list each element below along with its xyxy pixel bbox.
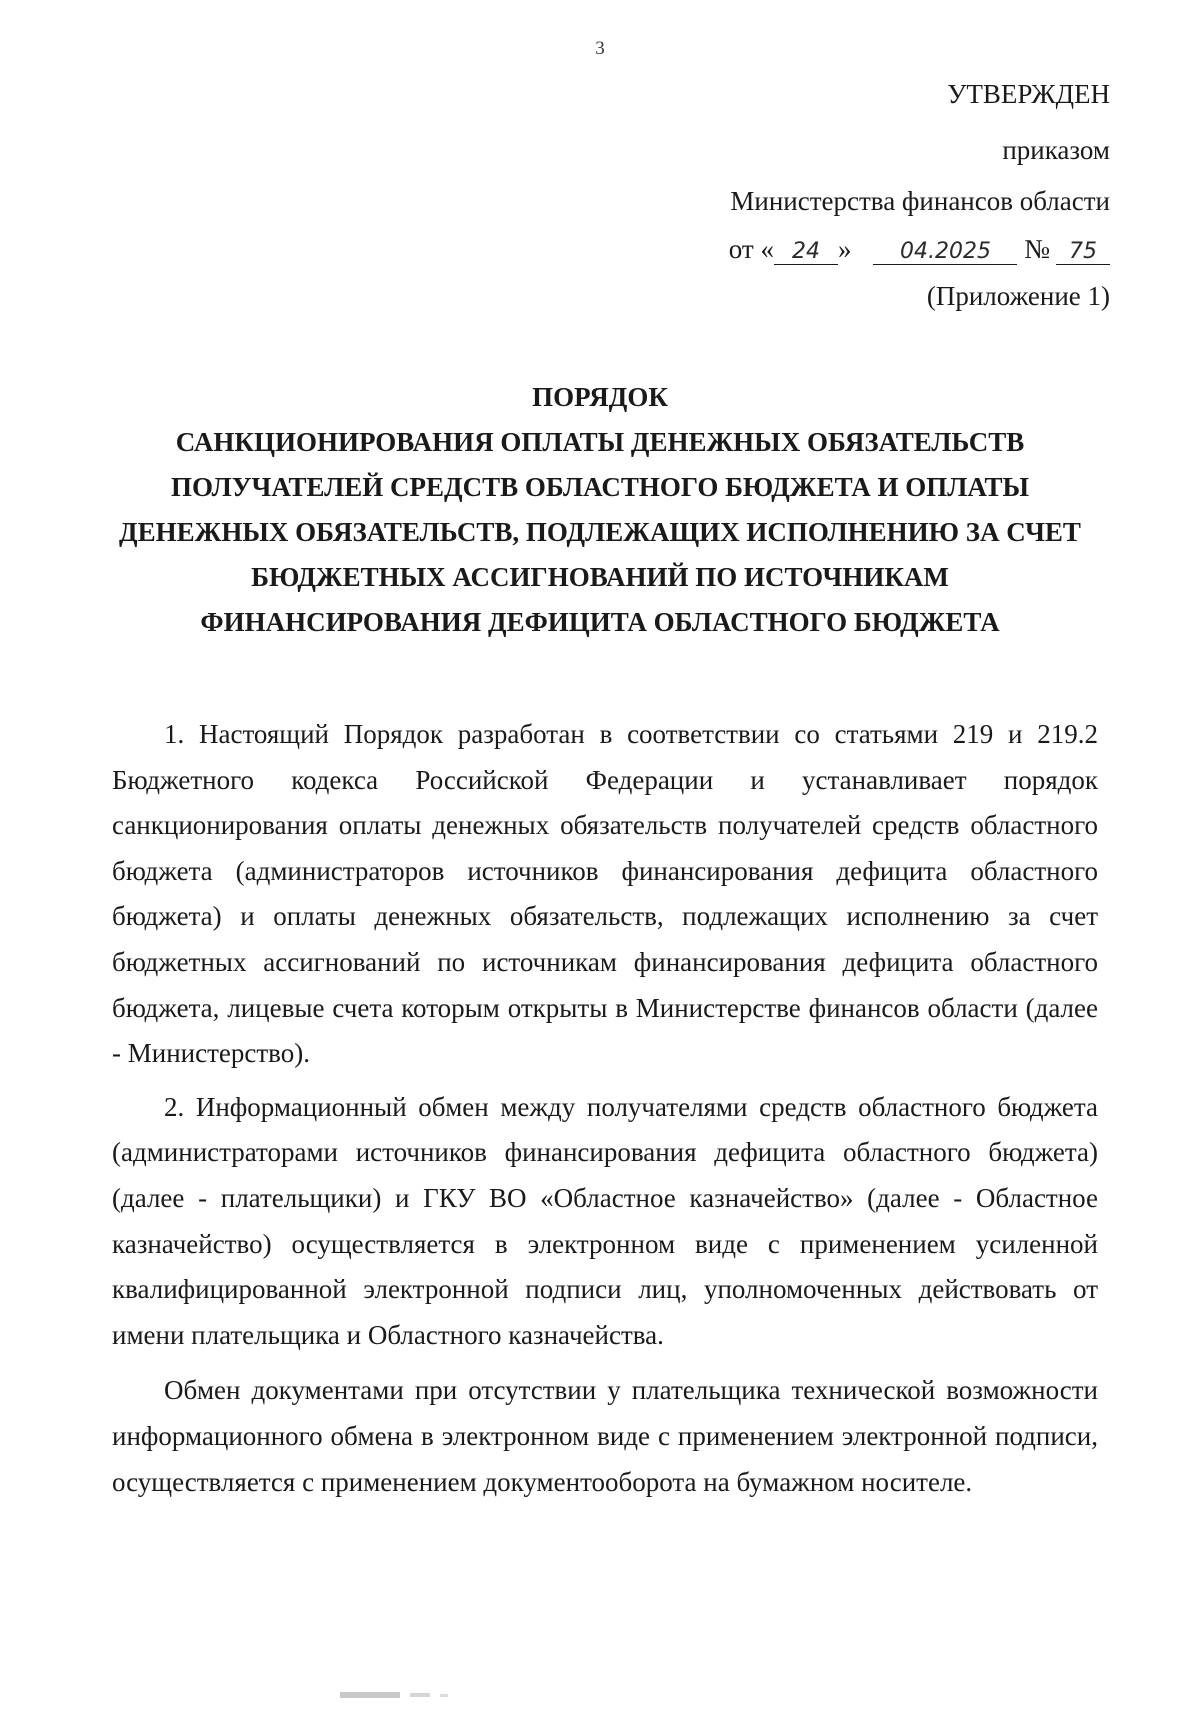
document-body <box>112 712 1098 1505</box>
approval-block <box>490 78 1110 312</box>
ministry-label: Министерства финансов области <box>730 185 1110 216</box>
order-date-line <box>490 233 1110 265</box>
by-order-label: приказом <box>1002 135 1110 166</box>
approved-label: УТВЕРЖДЕН <box>947 79 1110 109</box>
title-line: БЮДЖЕТНЫХ АССИГНОВАНИЙ ПО ИСТОЧНИКАМ <box>251 562 949 592</box>
paragraph-2: 2. Информационный обмен между получателями средств областного бюджета (администраторами источников финансирования дефицита областного бюджета) (далее - плательщики) и ГКУ ВО «Областное казначейство» (далее - Областное казначейство) осуществляется в электронном виде с применением усиленной квалифицированной электронной подписи лиц, уполномоченных действовать от имени плательщика и Областного казначейства. <box>112 1091 1098 1350</box>
scan-artifact <box>340 1690 560 1700</box>
appendix-label: (Приложение 1) <box>926 280 1110 311</box>
title-line: САНКЦИОНИРОВАНИЯ ОПЛАТЫ ДЕНЕЖНЫХ ОБЯЗАТЕЛЬСТВ <box>175 427 1025 457</box>
title-line: ПОЛУЧАТЕЛЕЙ СРЕДСТВ ОБЛАСТНОГО БЮДЖЕТА И ОПЛАТЫ <box>170 472 1030 502</box>
title-line: ФИНАНСИРОВАНИЯ ДЕФИЦИТА ОБЛАСТНОГО БЮДЖЕТА <box>200 607 1000 637</box>
date-mid: » <box>837 234 852 265</box>
paragraph-1: 1. Настоящий Порядок разработан в соответствии со статьями 219 и 219.2 Бюджетного кодекса Российской Федерации и устанавливает порядок санкционирования оплаты денежных обязательств получателей средств областного бюджета (администраторов источников финансирования дефицита областного бюджета) и оплаты денежных обязательств, подлежащих исполнению за счет бюджетных ассигнований по источникам финансирования дефицита областного бюджета, лицевые счета которым открыты в Министерстве финансов области (далее - Министерство). <box>112 719 1098 1069</box>
number-label: № <box>1024 234 1050 265</box>
handwritten-day: 24 <box>774 240 838 265</box>
handwritten-order-number: 75 <box>1056 240 1110 265</box>
document-title <box>100 375 1100 645</box>
title-line: ПОРЯДОК <box>532 382 668 412</box>
date-prefix: от « <box>728 234 774 265</box>
handwritten-month-year: 04.2025 <box>873 240 1017 265</box>
paragraph-3: Обмен документами при отсутствии у плательщика технической возможности информационного обмена в электронном виде с применением электронной подписи, осуществляется с применением документооборота на бумажном носителе. <box>112 1375 1098 1497</box>
title-line: ДЕНЕЖНЫХ ОБЯЗАТЕЛЬСТВ, ПОДЛЕЖАЩИХ ИСПОЛНЕНИЮ ЗА СЧЕТ <box>119 517 1081 547</box>
page-number: 3 <box>595 38 605 59</box>
